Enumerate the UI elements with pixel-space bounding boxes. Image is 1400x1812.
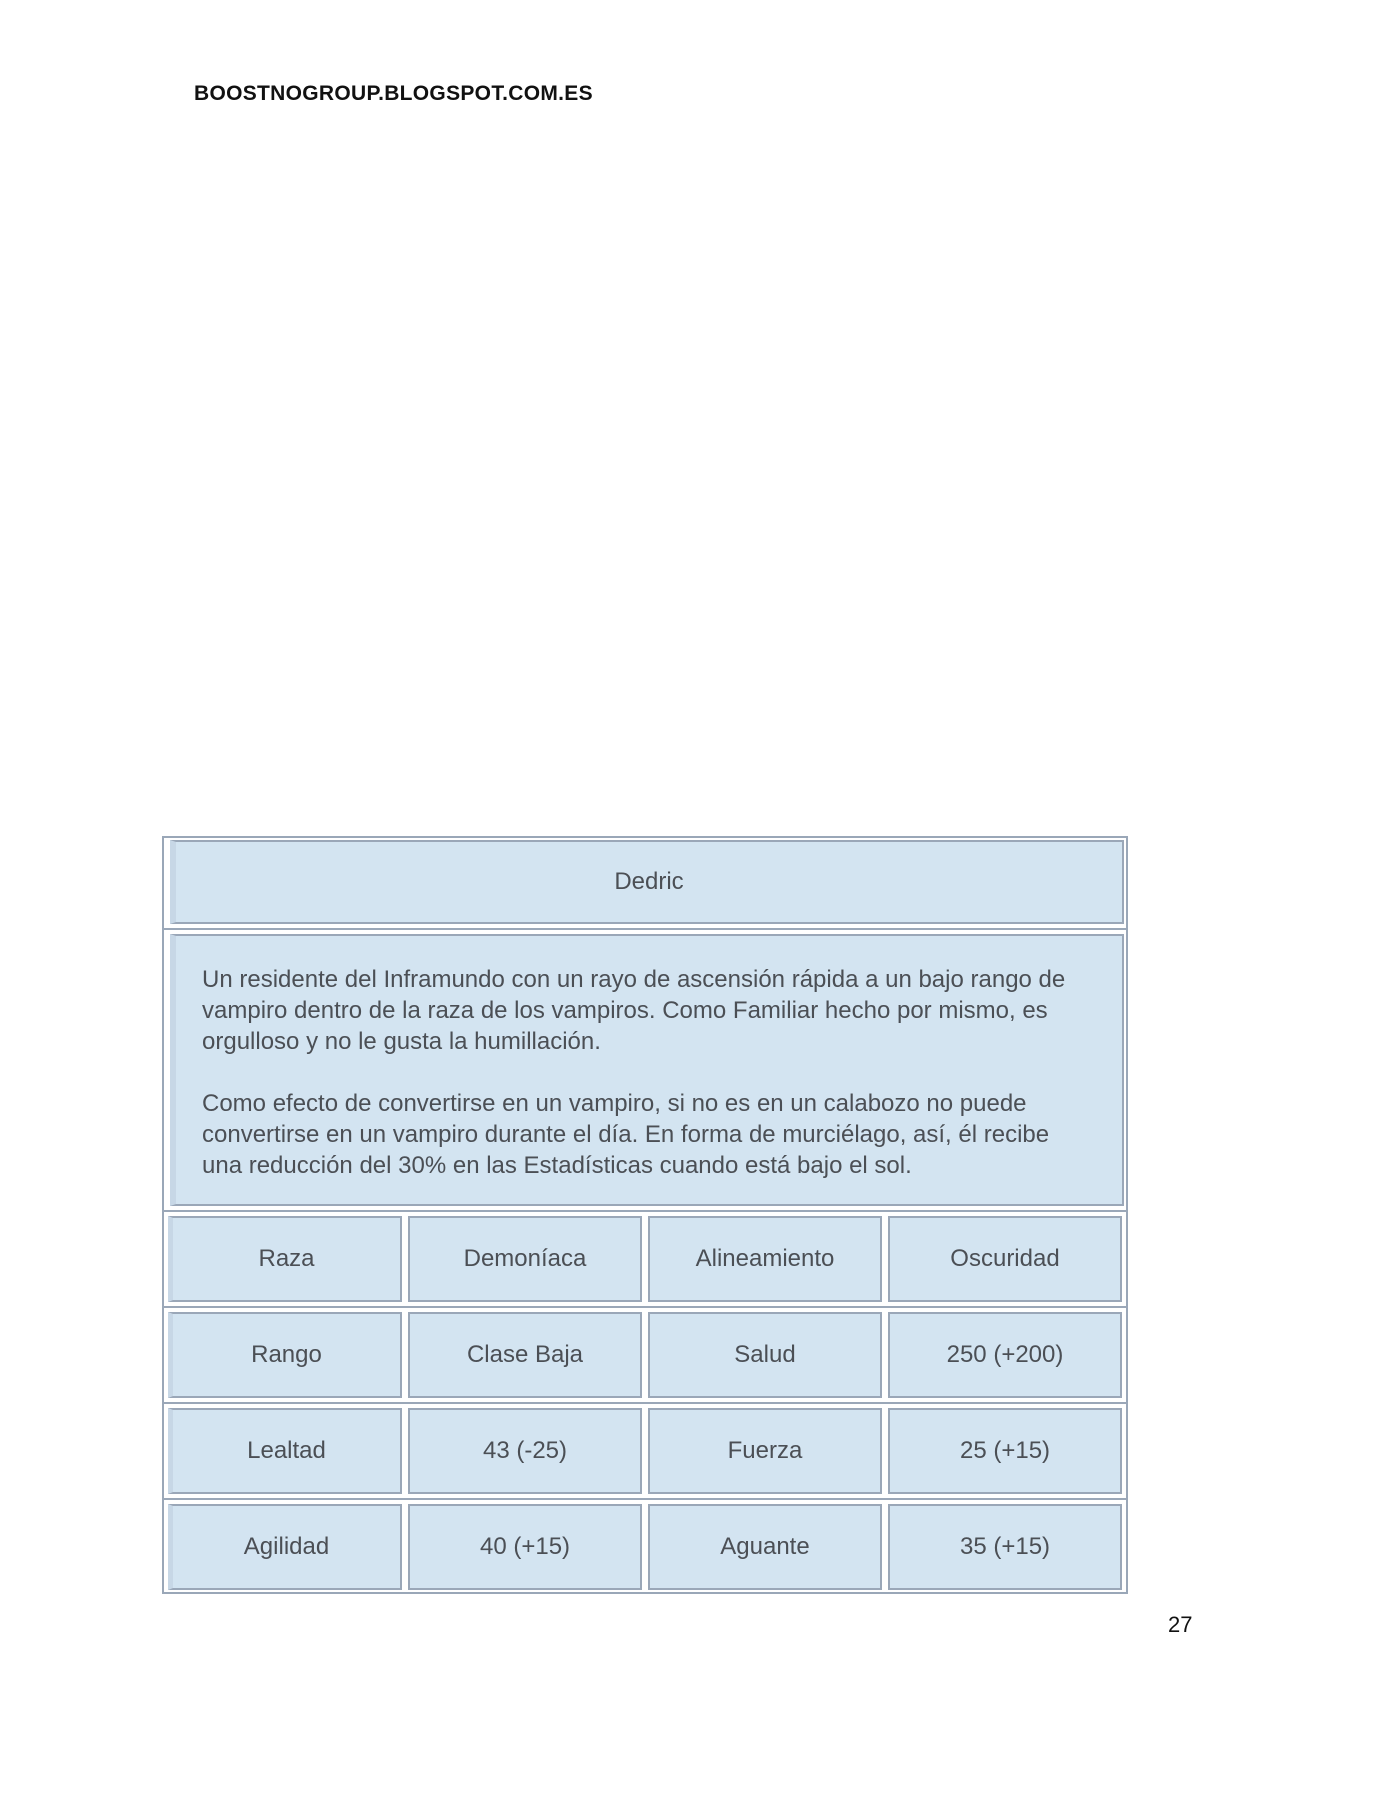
stat-value-rango: Clase Baja	[408, 1312, 642, 1398]
page-number: 27	[1168, 1612, 1193, 1637]
character-description	[170, 934, 1124, 1206]
stat-value-raza: Demoníaca	[408, 1216, 642, 1302]
stat-label-salud: Salud	[648, 1312, 882, 1398]
character-card-table	[162, 836, 1128, 1594]
description-paragraph-1: Un residente del Inframundo con un rayo de ascensión rápida a un bajo rango de vampiro dentro de la raza de los vampiros. Como Familiar hecho por mismo, es orgulloso y no le gusta la humillación.	[202, 966, 1066, 1055]
stat-label-alineamiento: Alineamiento	[648, 1216, 882, 1302]
stat-label-fuerza: Fuerza	[648, 1408, 882, 1494]
stat-value-agilidad: 40 (+15)	[408, 1504, 642, 1590]
stat-label-raza: Raza	[168, 1216, 402, 1302]
stat-value-lealtad: 43 (-25)	[408, 1408, 642, 1494]
stat-label-aguante: Aguante	[648, 1504, 882, 1590]
description-row	[164, 934, 1126, 1212]
stat-label-agilidad: Agilidad	[168, 1504, 402, 1590]
stat-row-3	[164, 1408, 1126, 1500]
page-header: BOOSTNOGROUP.BLOGSPOT.COM.ES	[194, 82, 593, 105]
title-row	[164, 840, 1126, 930]
stat-row-4	[164, 1504, 1126, 1590]
stat-value-fuerza: 25 (+15)	[888, 1408, 1122, 1494]
stat-row-2	[164, 1312, 1126, 1404]
character-name: Dedric	[170, 840, 1124, 924]
stat-value-salud: 250 (+200)	[888, 1312, 1122, 1398]
stat-label-rango: Rango	[168, 1312, 402, 1398]
description-paragraph-2: Como efecto de convertirse en un vampiro, si no es en un calabozo no puede convertirse en un vampiro durante el día. En forma de murciélago, así, él recibe una reducción del 30% en las Estadísticas cuando está bajo el sol.	[202, 1090, 1050, 1179]
stat-row-1	[164, 1216, 1126, 1308]
stat-value-alineamiento: Oscuridad	[888, 1216, 1122, 1302]
stat-value-aguante: 35 (+15)	[888, 1504, 1122, 1590]
stat-label-lealtad: Lealtad	[168, 1408, 402, 1494]
